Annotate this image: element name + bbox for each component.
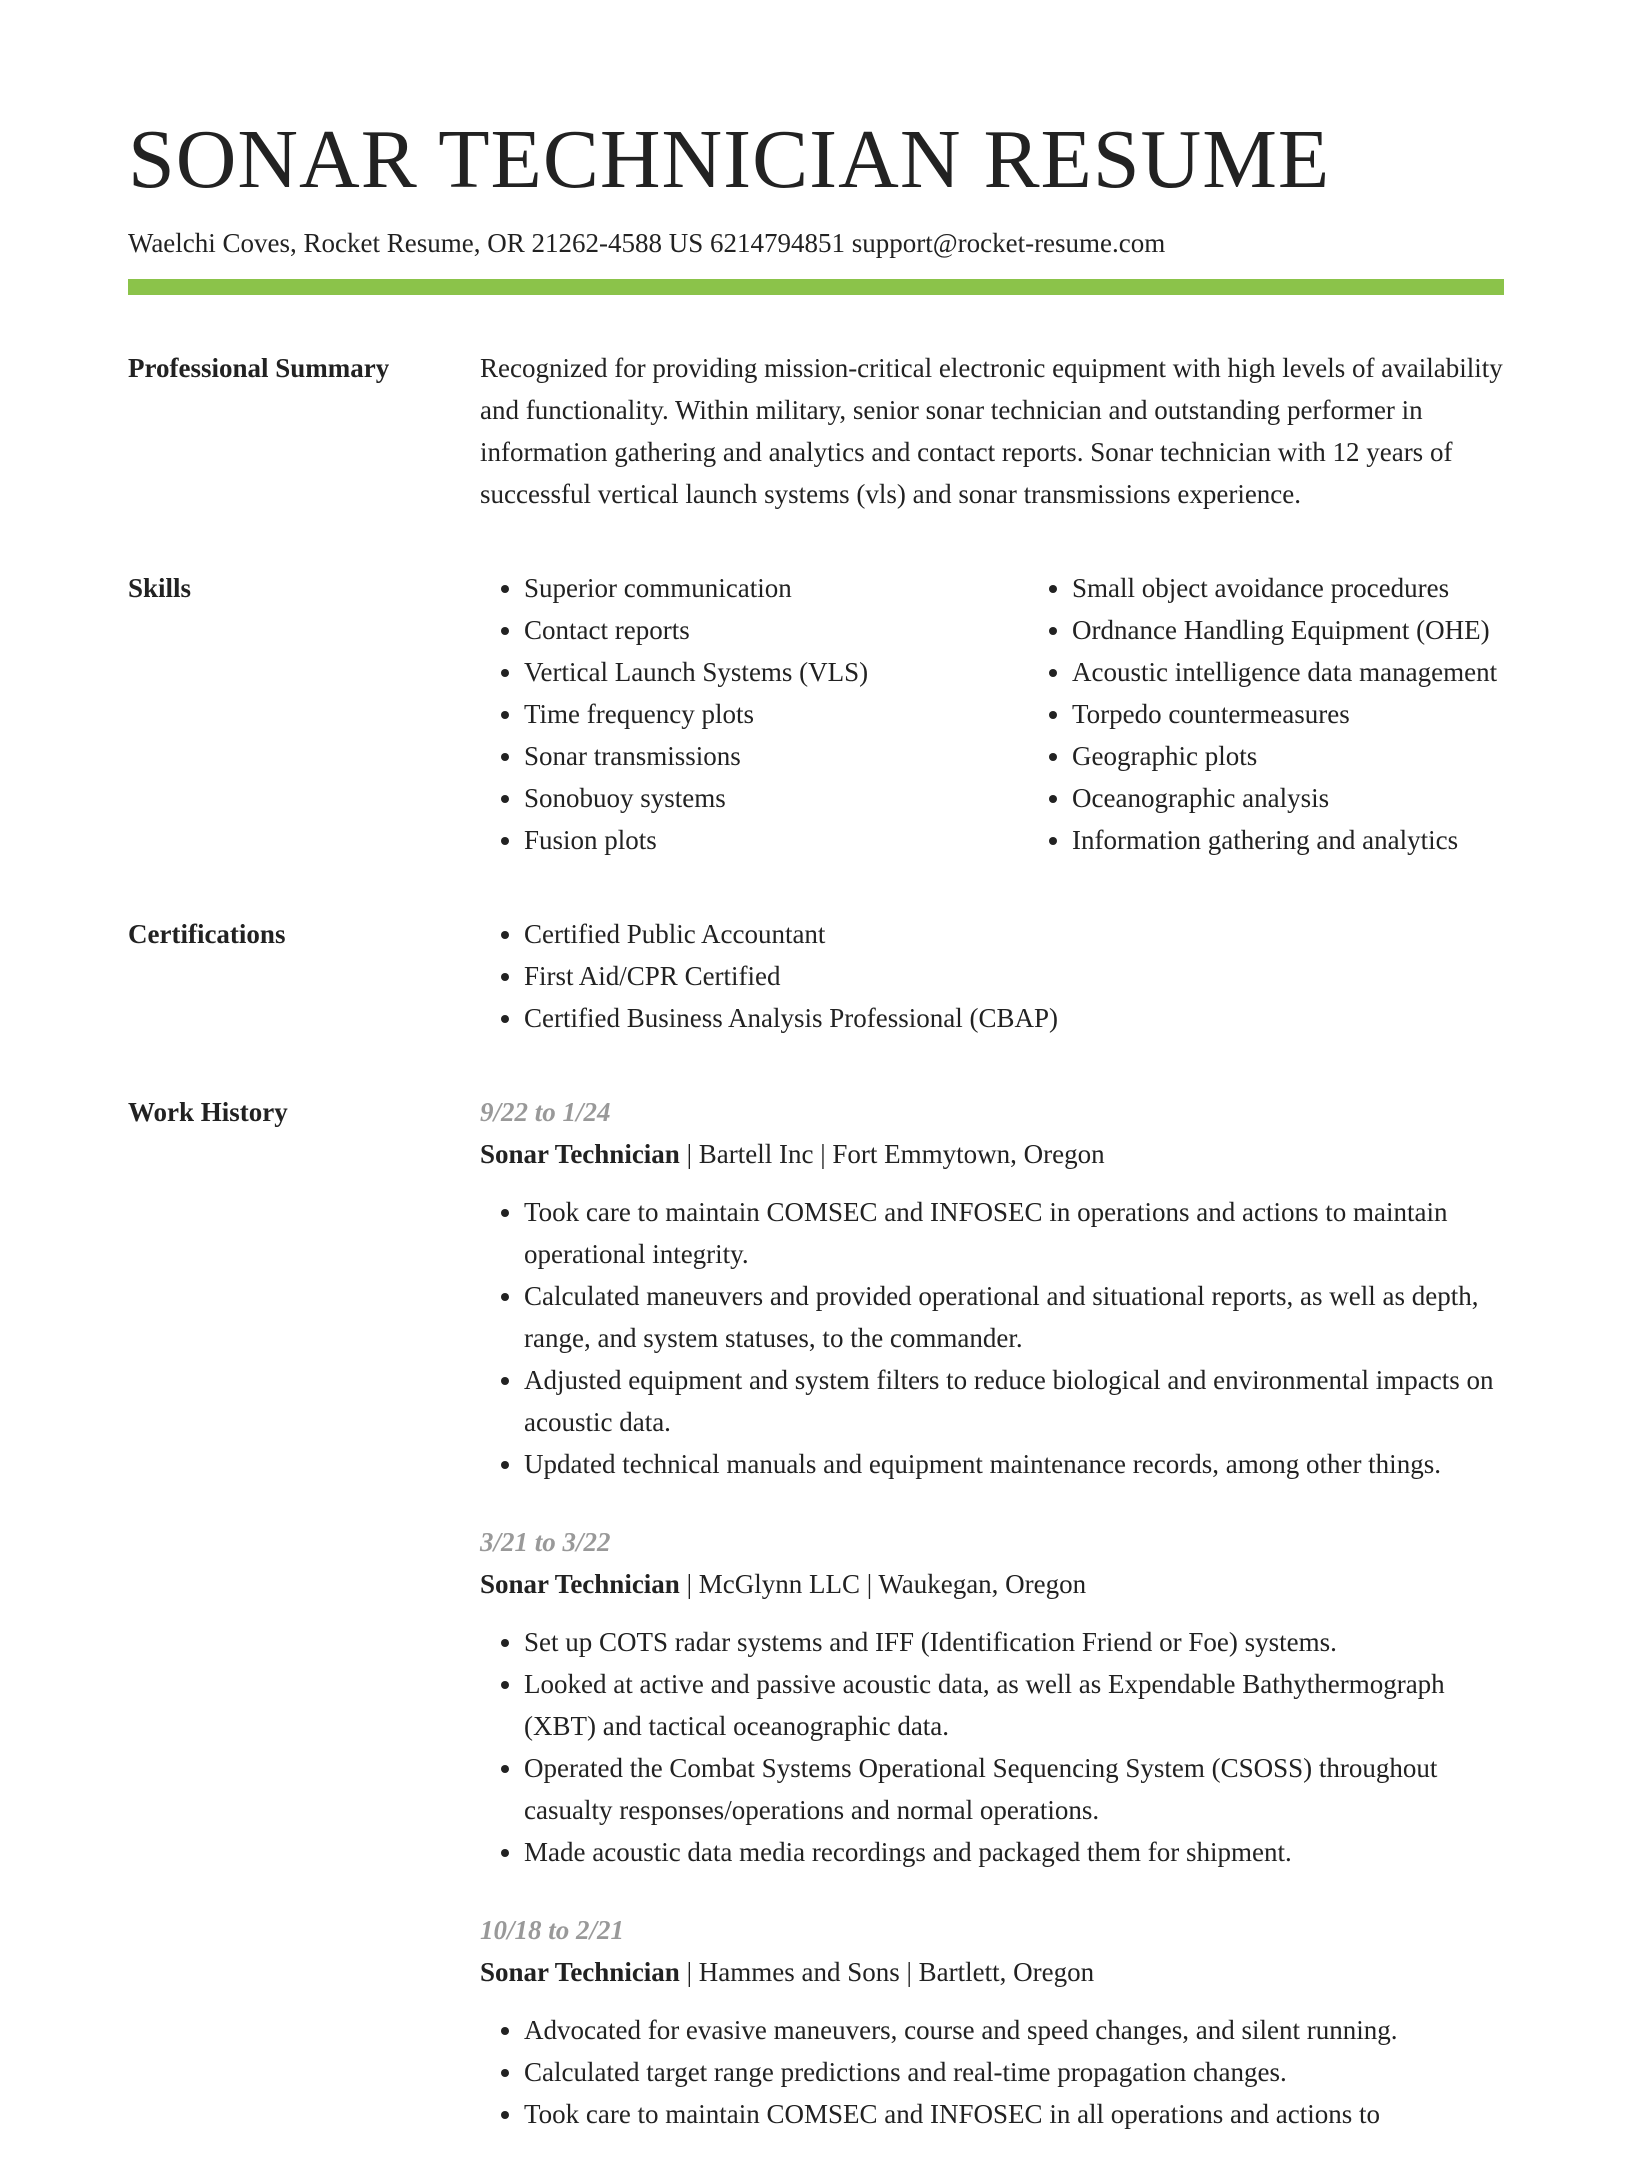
contact-line: Waelchi Coves, Rocket Resume, OR 21262-4588 US 6214794851 support@rocket-resume.com: [128, 228, 1166, 258]
professional-summary-section: [128, 347, 1504, 515]
job-title: Sonar Technician: [480, 1957, 680, 1988]
job-separator: |: [679, 1569, 699, 1600]
job-separator: |: [859, 1569, 879, 1600]
skill-item: • Contact reports: [524, 609, 1028, 651]
skills-list-left: [480, 567, 1028, 861]
skill-item: • Information gathering and analytics: [1072, 819, 1592, 861]
resume-page: [128, 113, 1504, 2171]
job-dates: 9/22 to 1/24: [480, 1097, 611, 1128]
job-dates: 10/18 to 2/21: [480, 1915, 625, 1946]
job-bullets: [480, 1191, 1504, 1485]
skill-item: • Oceanographic analysis: [1072, 777, 1592, 819]
job-bullet: • Took care to maintain COMSEC and INFOSEC in all operations and actions to: [524, 2093, 1504, 2135]
job-entry: [480, 1909, 1504, 2135]
skills-list-right: [1028, 567, 1592, 861]
job-company: Hammes and Sons: [698, 1957, 900, 1988]
skill-item: • Sonobuoy systems: [524, 777, 1028, 819]
certification-item: • Certified Public Accountant: [524, 913, 1504, 955]
skill-item: • Superior communication: [524, 567, 1028, 609]
job-entry: [480, 1091, 1504, 1485]
job-heading: [480, 1563, 1504, 1605]
accent-divider: [128, 279, 1504, 295]
job-separator: |: [679, 1139, 699, 1170]
job-entry: [480, 1521, 1504, 1873]
section-label-summary: Professional Summary: [128, 353, 390, 384]
job-bullet: • Made acoustic data media recordings and packaged them for shipment.: [524, 1831, 1504, 1873]
section-label-skills: Skills: [128, 573, 192, 604]
skill-item: • Time frequency plots: [524, 693, 1028, 735]
job-location: Bartlett, Oregon: [918, 1957, 1095, 1988]
job-bullet: • Updated technical manuals and equipment maintenance records, among other things.: [524, 1443, 1504, 1485]
work-history-section: [128, 1091, 1504, 2171]
summary-text: Recognized for providing mission-critical electronic equipment with high levels of availability and functionality. Within military, senior sonar technician and outstanding performer in information gathering and analytics and contact reports. Sonar technician with 12 years of successful vertical launch systems (vls) and sonar transmissions experience.: [480, 353, 1503, 510]
job-company: Bartell Inc: [698, 1139, 814, 1170]
job-bullet: • Looked at active and passive acoustic data, as well as Expendable Bathythermograph (XBT) and tactical oceanographic data.: [524, 1663, 1504, 1747]
skill-item: • Torpedo countermeasures: [1072, 693, 1592, 735]
skill-item: • Ordnance Handling Equipment (OHE): [1072, 609, 1592, 651]
job-bullet: • Advocated for evasive maneuvers, course and speed changes, and silent running.: [524, 2009, 1504, 2051]
job-bullet: • Calculated maneuvers and provided operational and situational reports, as well as depth, range, and system statuses, to the commander.: [524, 1275, 1504, 1359]
job-heading: [480, 1133, 1504, 1175]
skill-item: • Small object avoidance procedures: [1072, 567, 1592, 609]
section-label-work-history: Work History: [128, 1097, 288, 1128]
certifications-list: [480, 913, 1504, 1039]
skill-item: • Acoustic intelligence data management: [1072, 651, 1592, 693]
job-bullet: • Operated the Combat Systems Operational Sequencing System (CSOSS) throughout casualty responses/operations and normal operations.: [524, 1747, 1504, 1831]
resume-title: SONAR TECHNICIAN RESUME: [128, 113, 1331, 206]
certification-item: • Certified Business Analysis Professional (CBAP): [524, 997, 1504, 1039]
job-bullet: • Set up COTS radar systems and IFF (Identification Friend or Foe) systems.: [524, 1621, 1504, 1663]
job-company: McGlynn LLC: [698, 1569, 860, 1600]
job-bullet: • Adjusted equipment and system filters to reduce biological and environmental impacts on acoustic data.: [524, 1359, 1504, 1443]
job-separator: |: [899, 1957, 919, 1988]
job-heading: [480, 1951, 1504, 1993]
job-title: Sonar Technician: [480, 1569, 680, 1600]
section-label-certifications: Certifications: [128, 919, 286, 950]
job-bullet: • Calculated target range predictions and real-time propagation changes.: [524, 2051, 1504, 2093]
job-bullet: • Took care to maintain COMSEC and INFOSEC in operations and actions to maintain operational integrity.: [524, 1191, 1504, 1275]
job-location: Waukegan, Oregon: [878, 1569, 1087, 1600]
skills-section: [128, 567, 1504, 861]
job-location: Fort Emmytown, Oregon: [832, 1139, 1105, 1170]
skill-item: • Vertical Launch Systems (VLS): [524, 651, 1028, 693]
skill-item: • Fusion plots: [524, 819, 1028, 861]
job-dates: 3/21 to 3/22: [480, 1527, 611, 1558]
skill-item: • Sonar transmissions: [524, 735, 1028, 777]
skill-item: • Geographic plots: [1072, 735, 1592, 777]
job-bullets: [480, 2009, 1504, 2135]
job-title: Sonar Technician: [480, 1139, 680, 1170]
job-bullets: [480, 1621, 1504, 1873]
job-separator: |: [813, 1139, 833, 1170]
certifications-section: [128, 913, 1504, 1039]
certification-item: • First Aid/CPR Certified: [524, 955, 1504, 997]
job-separator: |: [679, 1957, 699, 1988]
